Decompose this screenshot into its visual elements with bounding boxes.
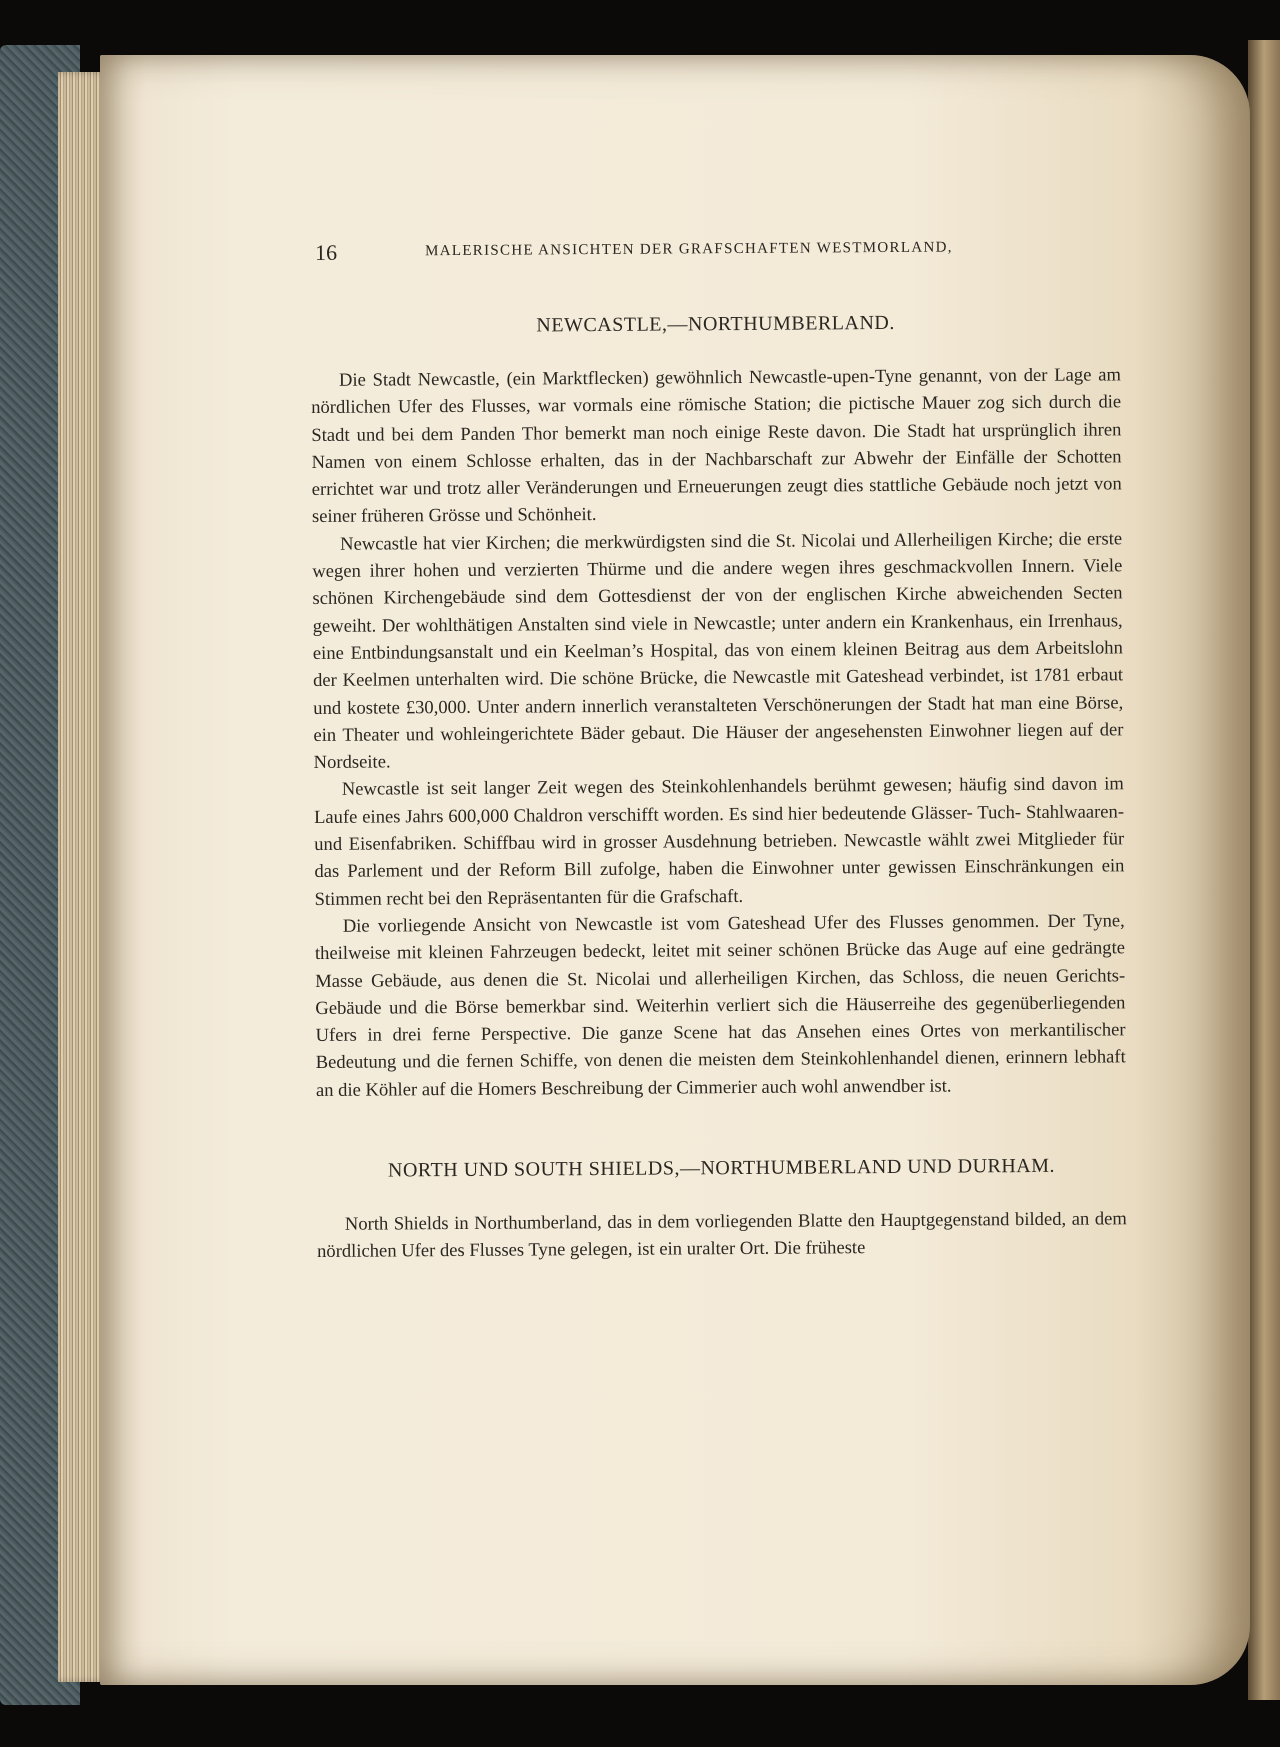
page-number: 16	[314, 239, 338, 265]
running-head-title: MALERISCHE ANSICHTEN DER GRAFSCHAFTEN WESTMORLAND,	[425, 239, 953, 260]
paragraph: Die vorliegende Ansicht von Newcastle ist vom Gateshead Ufer des Flusses genommen. Der Tyne, theilweise mit kleinen Fahrzeugen bedeckt, leitet mit seiner schönen Brücke das Auge auf eine gedrängte Masse Gebäude, aus denen die St. Nicolai und allerheiligen Kirchen, das Schloss, die neuen Gerichts-Gebäude und die Börse bemerkbar sind. Weiterhin verliert sich die Häuserreihe des gegenüberliegenden Ufers in drei ferne Perspective. Die ganze Scene hat das Ansehen eines Ortes von merkantilischer Bedeutung und die fernen Schiffe, von denen die meisten dem Steinkohlenhandel dienen, erinnern lebhaft an die Köhler auf die Homers Beschreibung der Cimmerier auch wohl anwendber ist.	[314, 910, 1126, 1101]
paragraph: North Shields in Northumberland, das in dem vorliegenden Blatte den Hauptgegenstand bilded, an dem nördlichen Ufer des Flusses Tyne gelegen, ist ein uralter Ort. Die früheste	[316, 1208, 1127, 1263]
facing-page-edge	[1248, 40, 1280, 1700]
section-body-newcastle	[311, 361, 1126, 1104]
section-heading-shields: NORTH UND SOUTH SHIELDS,—NORTHUMBERLAND UND DURHAM.	[387, 1154, 1056, 1182]
section-body-shields	[317, 1205, 1127, 1265]
paragraph: Die Stadt Newcastle, (ein Marktflecken) gewöhnlich Newcastle-upen-Tyne genannt, von der Lage am nördlichen Ufer des Flusses, war vormals eine römische Station; die pictische Mauer zog sich durch die Stadt und bei dem Panden Thor bemerkt man noch einige Reste davon. Die Stadt hat ursprünglich ihren Namen von einem Schlosse erhalten, das in der Nachbarschaft zur Abwehr der Einfälle der Schotten errichtet war und trotz aller Veränderungen und Erneuerungen zeugt dies stattliche Gebäude noch jetzt von seiner früheren Grösse und Schönheit.	[311, 364, 1122, 528]
running-head	[315, 235, 1045, 280]
paragraph: Newcastle ist seit langer Zeit wegen des Steinkohlenhandels berühmt gewesen; häufig sind davon im Laufe eines Jahrs 600,000 Chaldron verschifft worden. Es sind hier bedeutende Glässer- Tuch- Stahlwaaren- und Eisenfabriken. Schiffbau wird in grosser Ausdehnung betrieben. Newcastle wählt zwei Mitglieder für das Parlement und der Reform Bill zufolge, haben die Einwohner unter gewissen Einschränkungen ein Stimmen recht bei den Repräsentanten für die Grafschaft.	[313, 773, 1125, 910]
page-content	[310, 234, 1127, 1265]
paragraph: Newcastle hat vier Kirchen; die merkwürdigsten sind die St. Nicolai und Allerheiligen Kirche; die erste wegen ihrer hohen und verzierten Thürme und die andere wegen ihres geschmackvollen Innern. Viele schönen Kirchengebäude sind dem Gottesdienst der von der englischen Kirche abweichenden Secten geweiht. Der wohlthätigen Anstalten sind viele in Newcastle; unter andern ein Krankenhaus, ein Irrenhaus, eine Entbindungsanstalt und ein Keelman’s Hospital, das von einem kleinen Beitrag aus dem Arbeitslohn der Keelmen unterhalten wird. Die schöne Brücke, die Newcastle mit Gateshead verbindet, ist 1781 erbaut und kostete £30,000. Unter andern innerlich veranstalteten Verschönerungen der Stadt hat man eine Börse, ein Theater und wohleingerichtete Bäder gebaut. Die Häuser der angesehensten Einwohner liegen auf der Nordseite.	[312, 528, 1124, 774]
section-heading-newcastle: NEWCASTLE,—NORTHUMBERLAND.	[536, 311, 895, 337]
